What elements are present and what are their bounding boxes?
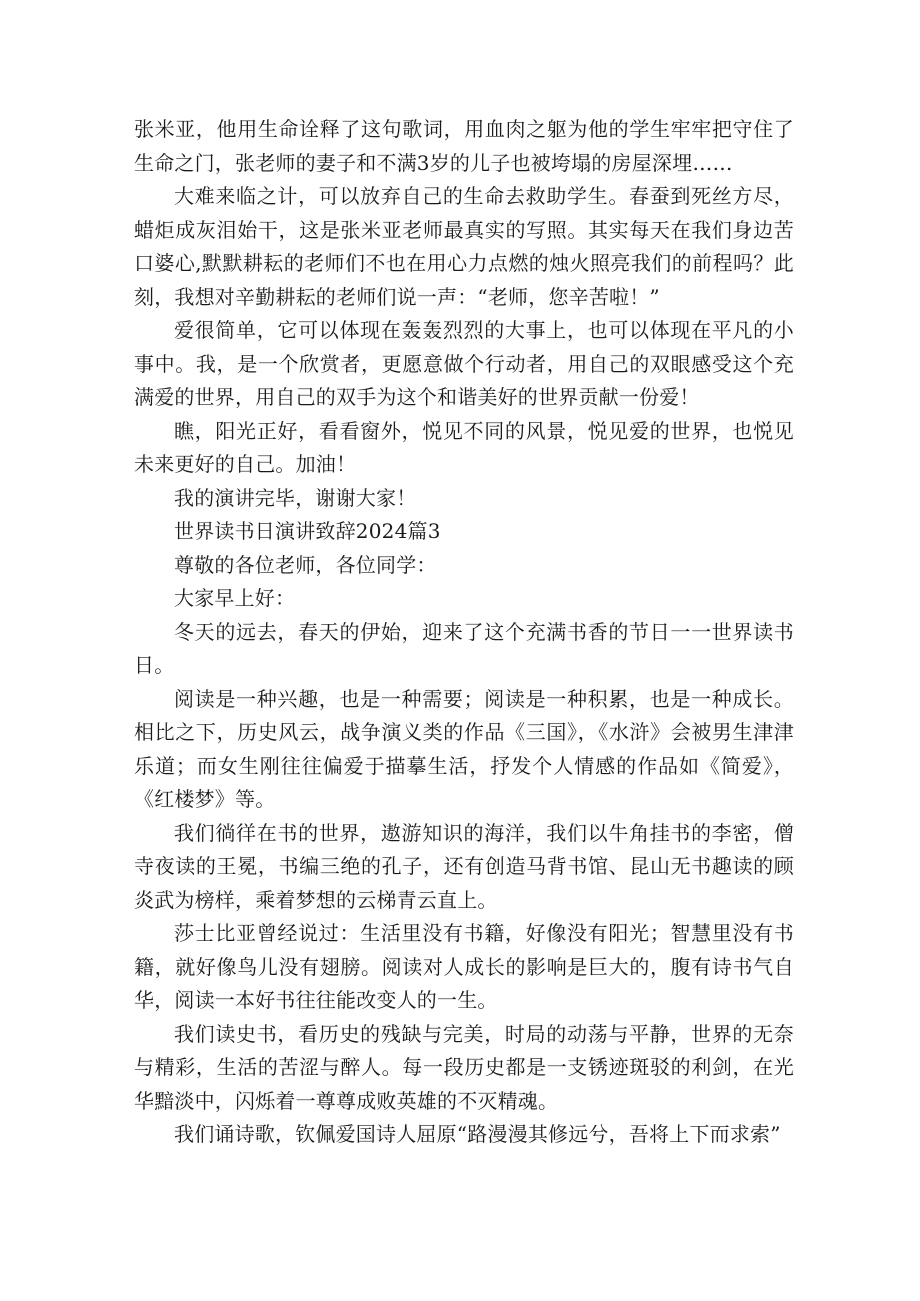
paragraph-11: 我们徜徉在书的世界，遨游知识的海洋，我们以牛角挂书的李密，僧寺夜读的王冕，书编三绝的孔子，还有创造马背书馆、昆山无书趣读的顾炎武为榜样，乘着梦想的云梯青云直上。	[134, 820, 794, 912]
greeting: 大家早上好：	[174, 586, 296, 610]
salutation: 尊敬的各位老师，各位同学：	[174, 552, 437, 577]
paragraph-12: 莎士比亚曾经说过：生活里没有书籍，好像没有阳光；智慧里没有书籍，就好像鸟儿没有翅膀。阅读对人成长的影响是巨大的，腹有诗书气自华，阅读一本好书往往能改变人的一生。	[134, 921, 794, 1012]
paragraph-2: 大难来临之计，可以放弃自己的生命去救助学生。春蚕到死丝方尽，蜡炬成灰泪始干，这是张米亚老师最真实的写照。其实每天在我们身边苦口婆心,默默耕耘的老师们不也在用心力点燃的烛火照亮我们的前程吗？此刻，我想对辛勤耕耘的老师们说一声：“老师，您辛苦啦！”	[134, 184, 794, 309]
paragraph-9: 冬天的远去，春天的伊始，迎来了这个充满书香的节日一一世界读书日。	[134, 619, 794, 677]
document-body	[134, 113, 794, 1152]
paragraph-4: 瞧，阳光正好，看看窗外，悦见不同的风景，悦见爱的世界，也悦见未来更好的自己。加油！	[134, 418, 794, 476]
paragraph-13: 我们读史书，看历史的残缺与完美，时局的动荡与平静，世界的无奈与精彩，生活的苦涩与醉人。每一段历史都是一支锈迹斑驳的利剑，在光华黯淡中，闪烁着一尊尊成败英雄的不灭精魂。	[134, 1021, 794, 1113]
section-heading: 世界读书日演讲致辞2024篇3	[174, 519, 441, 543]
paragraph-3: 爱很简单，它可以体现在轰轰烈烈的大事上，也可以体现在平凡的小事中。我，是一个欣赏者，更愿意做个行动者，用自己的双眼感受这个充满爱的世界，用自己的双手为这个和谐美好的世界贡献一份爱！	[134, 318, 794, 409]
paragraph-5: 我的演讲完毕，谢谢大家！	[174, 485, 417, 510]
paragraph-1: 张米亚，他用生命诠释了这句歌词，用血肉之躯为他的学生牢牢把守住了生命之门，张老师的妻子和不满3岁的儿子也被垮塌的房屋深埋……	[134, 117, 794, 175]
paragraph-14: 我们诵诗歌，钦佩爱国诗人屈原“路漫漫其修远兮，吾将上下而求索”	[174, 1122, 781, 1146]
paragraph-10: 阅读是一种兴趣，也是一种需要；阅读是一种积累，也是一种成长。相比之下，历史风云，战争演义类的作品《三国》，《水浒》会被男生津津乐道；而女生刚往往偏爱于描摹生活，抒发个人情感的作品如《简爱》，《红楼梦》等。	[134, 686, 794, 811]
